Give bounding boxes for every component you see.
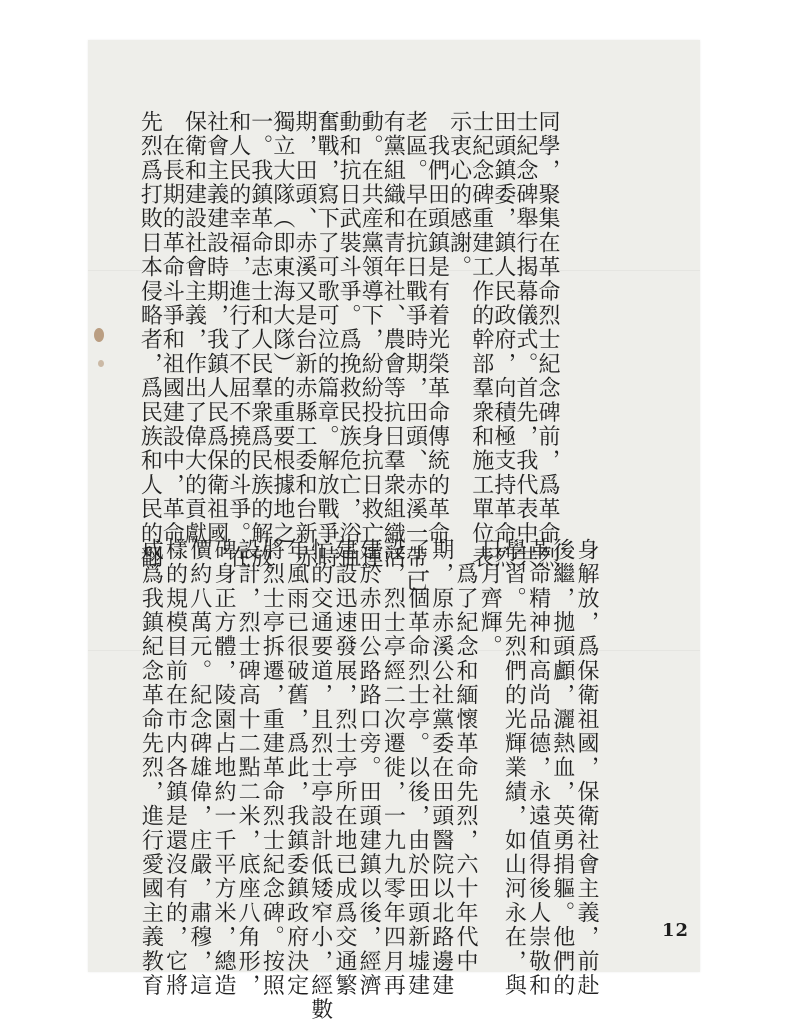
text-column: 身解放，爲保衛祖國，保衛社會主義，前赴 [574, 538, 599, 998]
text-column: 日月齊輝。 [477, 538, 503, 659]
text-column: 在長期的革命斗爭和祖國建設中，革命 [159, 110, 185, 546]
text-column: 動。在共産黨領導下，紛紛投身抗日救亡運 [358, 110, 384, 570]
text-column: 老區。早在抗日戰爭時期，田頭、赤溪一帶已 [402, 110, 428, 594]
paper-stain [98, 360, 104, 367]
text-column: 年風雨已很破舊，爲此，我鎮委鎮政府決定 [283, 538, 309, 998]
text-column: 成爲我鎮紀念革命先烈，進行愛國主義教育 [138, 538, 164, 998]
text-column: 學習。先烈們的光輝業績，如山河永在，與 [501, 538, 527, 998]
text-column: 社會主義建設時期，我鎮人民爲保衛祖國， [203, 110, 229, 570]
text-column: 後繼，拋頭顱，灑熱血，英勇捐軀。他們的 [549, 538, 575, 998]
text-column: 我們田頭鎮是有着光榮革命傳統的革命 [424, 110, 450, 546]
text-column: 建於赤田公路路口旁。田頭建鎮以後，經濟 [356, 538, 382, 998]
text-column: 奮戰，寫下了可歌可泣的篇章。解放戰爭時 [314, 110, 340, 570]
text-column: 同學，聚集在革命烈士紀念碑前，爲革命烈 [535, 110, 560, 570]
text-column: 動和抗日武裝斗爭。爲挽救民族危亡，浴血 [336, 110, 362, 570]
text-column: 田頭鎮委，鎮人民政府，向積極支持革命烈 [490, 110, 516, 570]
paper-stain [94, 328, 104, 342]
text-column: 碑身正方體，陵園占地約一千平方米，總造 [210, 538, 236, 998]
top-text-block [137, 110, 560, 594]
text-column: 有黨組織和青年社、農會等抗日羣衆組織活 [380, 110, 406, 570]
text-column: 價約八萬元。紀念碑雄偉，庄嚴，肅穆，這 [186, 538, 212, 998]
book-page [88, 40, 700, 1022]
text-column: 設計，烈士碑高十二點二米，底座八角形， [235, 538, 261, 998]
text-column: 士紀念碑重建工作的幹部羣衆和施工單位表 [468, 110, 494, 570]
text-column: 忙的交通要道，且烈士亭設計低矮窄小，經數 [307, 538, 333, 1022]
text-column: 設，烈士亭經二次遷徙，一九九零年四月再 [380, 538, 406, 998]
text-column: 爲了紀念和緬懷革命先烈，六十年代中 [452, 538, 478, 974]
text-column: 期，田頭、赤溪又是台新赤縣工委和台新赤 [291, 110, 317, 570]
text-column: 樣的規模目前在市内各鎮是還沒有的，它將 [162, 538, 188, 998]
text-column: 和人民的幸福，進行了不屈不撓的斗爭。在 [225, 110, 251, 570]
text-column: 獨立大隊（即東海大隊）的重要根據地之 [269, 110, 295, 546]
text-column: 士紀念碑舉行揭幕儀式。首先，我代表中共 [512, 110, 538, 570]
text-column: 革命精神和高尚品德，永遠值得後人崇敬和 [525, 538, 551, 998]
text-column: 期，原赤溪公社黨委在田頭醫院以北路邊建 [428, 538, 454, 998]
page-number: 12 [662, 920, 690, 941]
text-column: 建設迅速發展，烈士亭所在地已成爲交通繁 [331, 538, 357, 998]
bottom-text-block [138, 538, 599, 1022]
text-column: 示衷心的感謝。 [446, 110, 472, 280]
text-column: 先烈爲打敗日本侵略者，爲民族和人民的翻 [137, 110, 163, 570]
text-column: 將烈士亭拆遷，重建革命烈士紀念碑。按照 [259, 538, 285, 998]
text-column: 一。我鎮革命志士和人民羣衆爲民族的解放 [247, 110, 273, 570]
text-column: 了一個革命烈士亭。以後，由於田頭新墟建 [404, 538, 430, 998]
text-column: 保衛和建設社會主義，作出了偉大的貢獻。 [181, 110, 207, 570]
